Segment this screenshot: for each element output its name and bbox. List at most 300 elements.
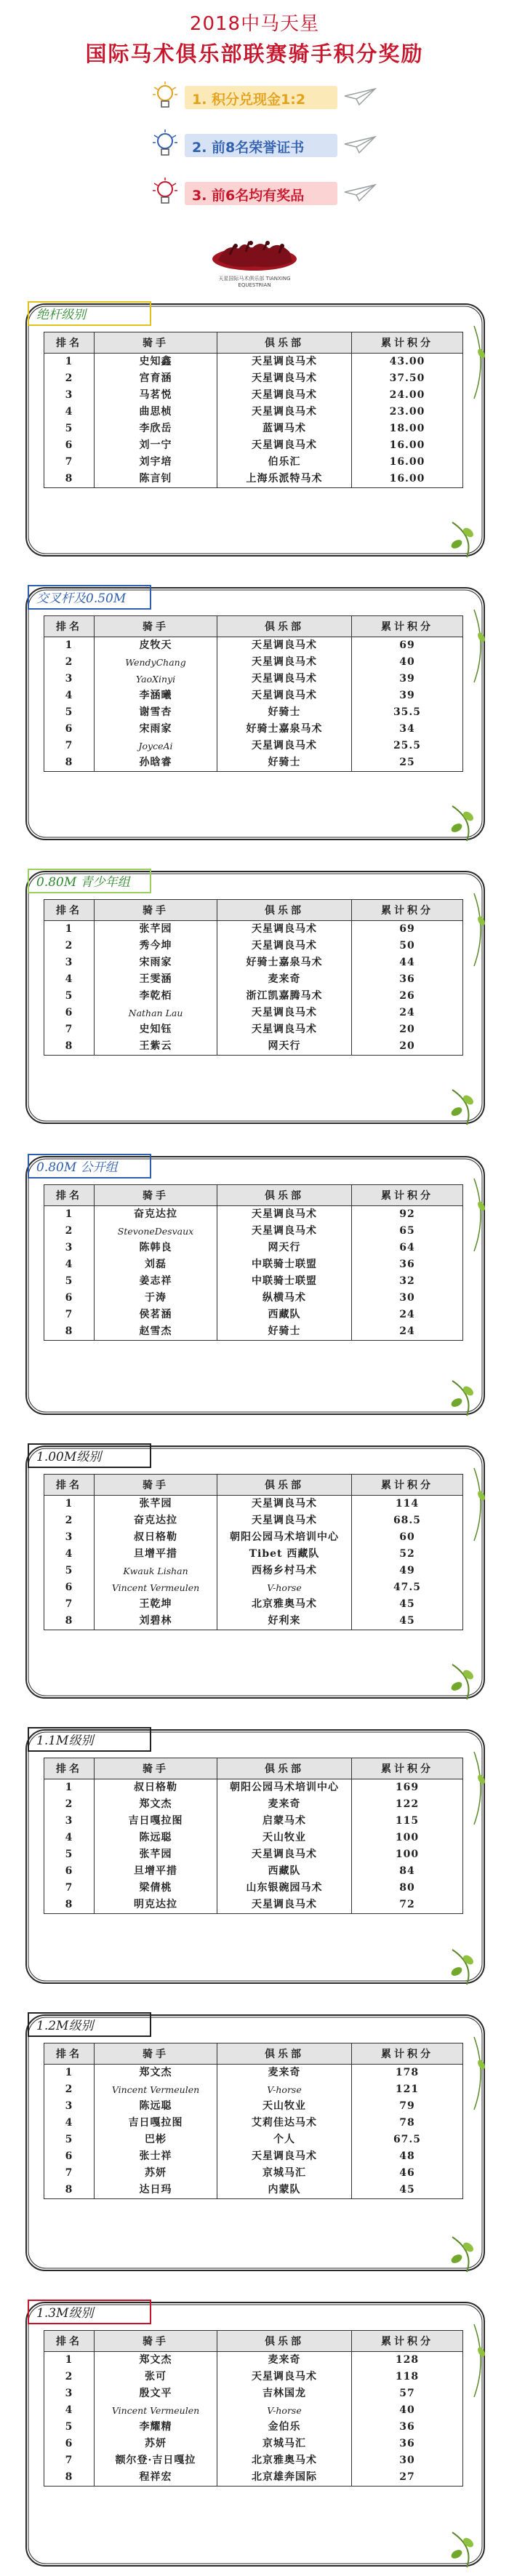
- cell-rider: 史知鑫: [95, 354, 217, 371]
- table-row: [44, 437, 463, 454]
- cell-points: 100: [352, 1846, 463, 1863]
- column-header-club: 俱乐部: [217, 332, 352, 354]
- cell-rank: 5: [44, 2419, 95, 2436]
- table-row: [44, 687, 463, 704]
- cell-club: 北京雄奔国际: [217, 2469, 352, 2487]
- cell-rank: 3: [44, 1240, 95, 1256]
- cell-points: 24.00: [352, 387, 463, 404]
- cell-rank: 1: [44, 637, 95, 655]
- cell-club: 纵横马术: [217, 1290, 352, 1307]
- cell-points: 45: [352, 1596, 463, 1613]
- table-header-row: [44, 900, 463, 921]
- cell-rank: 6: [44, 1290, 95, 1307]
- cell-points: 30: [352, 2452, 463, 2469]
- cell-rank: 3: [44, 387, 95, 404]
- cell-club: 天星调良马术: [217, 1206, 352, 1224]
- leaf-icon: [450, 538, 464, 551]
- cell-rank: 6: [44, 437, 95, 454]
- cell-rider: 张可: [95, 2369, 217, 2385]
- cell-rider: 李乾栢: [95, 988, 217, 1005]
- table-row: [44, 2182, 463, 2199]
- cell-points: 45: [352, 2182, 463, 2199]
- table-row: [44, 1813, 463, 1830]
- cell-club: 好骑士嘉泉马术: [217, 721, 352, 738]
- column-header-club: 俱乐部: [217, 1185, 352, 1206]
- table-row: [44, 971, 463, 988]
- cell-rank: 4: [44, 1546, 95, 1563]
- cell-rank: 7: [44, 2452, 95, 2469]
- table-row: [44, 404, 463, 420]
- cell-points: 25.5: [352, 738, 463, 754]
- cell-points: 32: [352, 1273, 463, 1290]
- table-row: [44, 1863, 463, 1880]
- table-row: [44, 1256, 463, 1273]
- cell-rider: 吉日嘎拉图: [95, 2115, 217, 2132]
- cell-points: 80: [352, 1880, 463, 1897]
- table-row: [44, 1290, 463, 1307]
- cell-points: 18.00: [352, 420, 463, 437]
- cell-rider: 陈远聪: [95, 2098, 217, 2115]
- table-row: [44, 1038, 463, 1056]
- table-row: [44, 1273, 463, 1290]
- column-header-rider: 骑手: [95, 1185, 217, 1206]
- cell-rank: 7: [44, 1307, 95, 1323]
- cell-points: 122: [352, 1796, 463, 1813]
- cell-club: 西藏队: [217, 1863, 352, 1880]
- cell-club: 天星调良马术: [217, 1846, 352, 1863]
- cell-rider: 梁倩桃: [95, 1880, 217, 1897]
- ranking-section: [16, 864, 494, 1133]
- cell-rider: 程祥宏: [95, 2469, 217, 2487]
- table-row: [44, 921, 463, 938]
- cell-points: 57: [352, 2385, 463, 2402]
- cell-rank: 6: [44, 1863, 95, 1880]
- main-title: 国际马术俱乐部联赛骑手积分奖励: [85, 41, 424, 66]
- cell-rank: 2: [44, 1512, 95, 1529]
- cell-rank: 4: [44, 687, 95, 704]
- cell-points: 78: [352, 2115, 463, 2132]
- cell-club: 中联骑士联盟: [217, 1273, 352, 1290]
- column-header-rider: 骑手: [95, 2043, 217, 2065]
- table-row: [44, 2419, 463, 2436]
- cell-points: 34: [352, 721, 463, 738]
- table-row: [44, 1323, 463, 1341]
- table-row: [44, 2098, 463, 2115]
- cell-rank: 8: [44, 1613, 95, 1630]
- year-title: 2018中马天星: [189, 13, 320, 35]
- cell-rider: 皮牧天: [95, 637, 217, 655]
- cell-points: 100: [352, 1830, 463, 1846]
- ranking-table: [44, 2330, 463, 2487]
- cell-rider: Kwauk Lishan: [95, 1563, 217, 1579]
- section-title: 0.80M 青少年组: [28, 869, 151, 893]
- cell-club: 天星调良马术: [217, 354, 352, 371]
- page-header: [0, 0, 509, 291]
- leaf-icon: [450, 822, 464, 834]
- cell-rider: 史知钰: [95, 1021, 217, 1038]
- cell-rank: 1: [44, 2352, 95, 2369]
- ranking-section: [16, 581, 494, 850]
- table-row: [44, 1880, 463, 1897]
- cell-rank: 3: [44, 2098, 95, 2115]
- benefit-item: [153, 129, 371, 162]
- cell-rank: 3: [44, 671, 95, 687]
- cell-club: 天星调良马术: [217, 738, 352, 754]
- table-row: [44, 704, 463, 721]
- cell-club: 天星调良马术: [217, 1897, 352, 1914]
- table-row: [44, 354, 463, 371]
- cell-points: 27: [352, 2469, 463, 2487]
- cell-points: 64: [352, 1240, 463, 1256]
- cell-rider: 李欣岳: [95, 420, 217, 437]
- cell-rank: 6: [44, 1579, 95, 1596]
- cell-club: 天星调良马术: [217, 1021, 352, 1038]
- cell-rank: 2: [44, 654, 95, 671]
- column-header-rank: 排名: [44, 900, 95, 921]
- cell-rank: 7: [44, 454, 95, 471]
- cell-points: 24: [352, 1005, 463, 1021]
- table-row: [44, 1897, 463, 1914]
- cell-rider: 奋克达拉: [95, 1512, 217, 1529]
- cell-points: 72: [352, 1897, 463, 1914]
- column-header-points: 累计积分: [352, 1758, 463, 1779]
- table-row: [44, 1529, 463, 1546]
- cell-points: 36: [352, 971, 463, 988]
- cell-points: 40: [352, 654, 463, 671]
- cell-rank: 7: [44, 1596, 95, 1613]
- leaf-icon: [450, 1397, 464, 1409]
- cell-points: 65: [352, 1223, 463, 1240]
- cell-rank: 7: [44, 1021, 95, 1038]
- cell-points: 39: [352, 671, 463, 687]
- cell-club: 网天行: [217, 1038, 352, 1056]
- cell-club: 天星调良马术: [217, 404, 352, 420]
- table-row: [44, 454, 463, 471]
- cell-club: 启蒙马术: [217, 1813, 352, 1830]
- cell-rider: 旦增平措: [95, 1546, 217, 1563]
- cell-club: 麦来奇: [217, 971, 352, 988]
- cell-points: 43.00: [352, 354, 463, 371]
- cell-rider: 王乾坤: [95, 1596, 217, 1613]
- table-row: [44, 1579, 463, 1596]
- cell-points: 84: [352, 1863, 463, 1880]
- cell-club: 京城马汇: [217, 2436, 352, 2452]
- cell-rank: 1: [44, 354, 95, 371]
- table-row: [44, 2452, 463, 2469]
- cell-points: 69: [352, 637, 463, 655]
- cell-points: 60: [352, 1529, 463, 1546]
- cell-rank: 7: [44, 738, 95, 754]
- cell-points: 39: [352, 687, 463, 704]
- cell-club: 个人: [217, 2132, 352, 2148]
- leaf-icon: [450, 1680, 464, 1693]
- cell-rank: 1: [44, 1496, 95, 1513]
- cell-rider: Vincent Vermeulen: [95, 2402, 217, 2419]
- cell-points: 25: [352, 754, 463, 772]
- cell-points: 69: [352, 921, 463, 938]
- cell-club: 天星调良马术: [217, 938, 352, 954]
- cell-points: 24: [352, 1307, 463, 1323]
- column-header-points: 累计积分: [352, 2043, 463, 2065]
- benefit-item: [153, 81, 371, 113]
- horses-logo-icon: [204, 233, 305, 276]
- cell-club: 蓝调马术: [217, 420, 352, 437]
- cell-rank: 8: [44, 2469, 95, 2487]
- column-header-club: 俱乐部: [217, 1758, 352, 1779]
- table-header-row: [44, 1185, 463, 1206]
- cell-points: 45: [352, 1613, 463, 1630]
- leaf-icon: [450, 2253, 464, 2265]
- cell-points: 36: [352, 2436, 463, 2452]
- cell-rank: 4: [44, 2402, 95, 2419]
- table-header-row: [44, 616, 463, 637]
- table-row: [44, 1846, 463, 1863]
- cell-points: 49: [352, 1563, 463, 1579]
- cell-rider: 郑文杰: [95, 2065, 217, 2082]
- section-title: 1.1M级别: [28, 1727, 151, 1752]
- cell-club: 内蒙队: [217, 2182, 352, 2199]
- cell-rider: 谢雪杏: [95, 704, 217, 721]
- column-header-rider: 骑手: [95, 1758, 217, 1779]
- cell-rider: 李涵曦: [95, 687, 217, 704]
- cell-rider: 奋克达拉: [95, 1206, 217, 1224]
- cell-club: 吉林国龙: [217, 2385, 352, 2402]
- cell-rank: 4: [44, 1256, 95, 1273]
- cell-points: 121: [352, 2081, 463, 2098]
- column-header-points: 累计积分: [352, 1185, 463, 1206]
- column-header-club: 俱乐部: [217, 2043, 352, 2065]
- table-row: [44, 1307, 463, 1323]
- cell-rank: 6: [44, 2436, 95, 2452]
- table-row: [44, 637, 463, 655]
- cell-club: 天星调良马术: [217, 370, 352, 387]
- column-header-club: 俱乐部: [217, 1475, 352, 1496]
- table-row: [44, 654, 463, 671]
- cell-rank: 1: [44, 1206, 95, 1224]
- cell-points: 115: [352, 1813, 463, 1830]
- cell-points: 48: [352, 2148, 463, 2165]
- column-header-rank: 排名: [44, 1475, 95, 1496]
- cell-club: 北京雅奥马术: [217, 2452, 352, 2469]
- cell-rank: 2: [44, 2081, 95, 2098]
- cell-points: 36: [352, 1256, 463, 1273]
- leaf-icon: [450, 1966, 464, 1978]
- table-row: [44, 1496, 463, 1513]
- table-row: [44, 1005, 463, 1021]
- cell-rank: 7: [44, 1880, 95, 1897]
- ranking-table: [44, 1184, 463, 1341]
- table-row: [44, 2385, 463, 2402]
- cell-rider: 侯茗涵: [95, 1307, 217, 1323]
- column-header-rider: 骑手: [95, 616, 217, 637]
- table-row: [44, 2369, 463, 2385]
- ranking-section: [16, 2008, 494, 2281]
- table-row: [44, 954, 463, 971]
- cell-rank: 8: [44, 1897, 95, 1914]
- table-row: [44, 2081, 463, 2098]
- table-row: [44, 2352, 463, 2369]
- cell-club: 网天行: [217, 1240, 352, 1256]
- table-row: [44, 2402, 463, 2419]
- ranking-section: [16, 1439, 494, 1708]
- cell-rank: 3: [44, 954, 95, 971]
- section-title: 1.2M级别: [28, 2012, 151, 2037]
- cell-points: 50: [352, 938, 463, 954]
- cell-club: 西藏队: [217, 1307, 352, 1323]
- cell-rank: 5: [44, 2132, 95, 2148]
- cell-rider: 刘宇培: [95, 454, 217, 471]
- column-header-points: 累计积分: [352, 332, 463, 354]
- cell-rank: 5: [44, 704, 95, 721]
- cell-points: 46: [352, 2165, 463, 2182]
- cell-points: 30: [352, 1290, 463, 1307]
- cell-rider: 张芊园: [95, 1846, 217, 1863]
- cell-club: 天星调良马术: [217, 1512, 352, 1529]
- cell-rider: 刘碧林: [95, 1613, 217, 1630]
- column-header-points: 累计积分: [352, 2331, 463, 2352]
- cell-rank: 2: [44, 1223, 95, 1240]
- cell-points: 92: [352, 1206, 463, 1224]
- cell-points: 36: [352, 2419, 463, 2436]
- table-row: [44, 988, 463, 1005]
- cell-points: 37.50: [352, 370, 463, 387]
- section-title: 1.3M级别: [28, 2300, 151, 2324]
- cell-club: 好骑士: [217, 754, 352, 772]
- cell-rank: 2: [44, 370, 95, 387]
- cell-rider: 殷文平: [95, 2385, 217, 2402]
- cell-club: 西杨乡村马术: [217, 1563, 352, 1579]
- leaf-icon: [450, 1106, 464, 1118]
- cell-club: 京城马汇: [217, 2165, 352, 2182]
- cell-rider: Vincent Vermeulen: [95, 1579, 217, 1596]
- cell-rider: Vincent Vermeulen: [95, 2081, 217, 2098]
- cell-rank: 1: [44, 2065, 95, 2082]
- cell-rider: 旦增平措: [95, 1863, 217, 1880]
- column-header-rider: 骑手: [95, 2331, 217, 2352]
- ranking-table: [44, 1474, 463, 1630]
- cell-rank: 7: [44, 2165, 95, 2182]
- cell-points: 128: [352, 2352, 463, 2369]
- cell-points: 24: [352, 1323, 463, 1341]
- cell-rider: 刘一宁: [95, 437, 217, 454]
- table-row: [44, 1546, 463, 1563]
- lightbulb-icon: [153, 178, 177, 210]
- cell-rider: 明克达拉: [95, 1897, 217, 1914]
- cell-rider: 曲思桢: [95, 404, 217, 420]
- cell-club: 中联骑士联盟: [217, 1256, 352, 1273]
- cell-points: 20: [352, 1021, 463, 1038]
- cell-club: Tibet 西藏队: [217, 1546, 352, 1563]
- paper-plane-icon: [343, 134, 377, 156]
- cell-points: 169: [352, 1779, 463, 1797]
- column-header-rank: 排名: [44, 332, 95, 354]
- cell-club: 天星调良马术: [217, 654, 352, 671]
- cell-club: 天星调良马术: [217, 687, 352, 704]
- cell-rank: 8: [44, 2182, 95, 2199]
- ranking-table: [44, 899, 463, 1056]
- cell-rider: 宋雨家: [95, 721, 217, 738]
- cell-club: V-horse: [217, 2081, 352, 2098]
- table-row: [44, 738, 463, 754]
- cell-club: 伯乐汇: [217, 454, 352, 471]
- table-row: [44, 1596, 463, 1613]
- ranking-section: [16, 1149, 494, 1424]
- column-header-rank: 排名: [44, 1758, 95, 1779]
- cell-rider: 叔日格勒: [95, 1529, 217, 1546]
- cell-points: 16.00: [352, 471, 463, 488]
- cell-club: 朝阳公园马术培训中心: [217, 1529, 352, 1546]
- cell-points: 16.00: [352, 437, 463, 454]
- table-row: [44, 938, 463, 954]
- cell-points: 79: [352, 2098, 463, 2115]
- cell-rank: 1: [44, 921, 95, 938]
- cell-points: 20: [352, 1038, 463, 1056]
- cell-rider: 郑文杰: [95, 1796, 217, 1813]
- ranking-table: [44, 1758, 463, 1914]
- cell-club: 天星调良马术: [217, 1223, 352, 1240]
- table-row: [44, 1223, 463, 1240]
- benefit-text: 3. 前6名均有奖品: [192, 188, 305, 204]
- lightbulb-icon: [153, 81, 177, 113]
- cell-rank: 3: [44, 2385, 95, 2402]
- column-header-points: 累计积分: [352, 900, 463, 921]
- cell-rank: 4: [44, 2115, 95, 2132]
- table-header-row: [44, 1475, 463, 1496]
- column-header-points: 累计积分: [352, 1475, 463, 1496]
- cell-rider: 张芊园: [95, 1496, 217, 1513]
- cell-rider: 郑文杰: [95, 2352, 217, 2369]
- cell-rank: 5: [44, 1846, 95, 1863]
- cell-points: 44: [352, 954, 463, 971]
- table-row: [44, 1240, 463, 1256]
- cell-points: 118: [352, 2369, 463, 2385]
- cell-rider: 苏妍: [95, 2165, 217, 2182]
- cell-rank: 2: [44, 2369, 95, 2385]
- cell-club: 天山牧业: [217, 2098, 352, 2115]
- cell-rank: 5: [44, 420, 95, 437]
- column-header-rider: 骑手: [95, 900, 217, 921]
- cell-rank: 3: [44, 1813, 95, 1830]
- cell-club: 艾莉佳达马术: [217, 2115, 352, 2132]
- cell-points: 40: [352, 2402, 463, 2419]
- cell-rank: 8: [44, 754, 95, 772]
- cell-club: 麦来奇: [217, 1796, 352, 1813]
- cell-club: 天山牧业: [217, 1830, 352, 1846]
- cell-points: 23.00: [352, 404, 463, 420]
- table-row: [44, 2148, 463, 2165]
- cell-club: 上海乐派特马术: [217, 471, 352, 488]
- table-row: [44, 2065, 463, 2082]
- cell-points: 68.5: [352, 1512, 463, 1529]
- cell-rank: 4: [44, 971, 95, 988]
- cell-rider: 苏妍: [95, 2436, 217, 2452]
- column-header-rank: 排名: [44, 2331, 95, 2352]
- cell-points: 114: [352, 1496, 463, 1513]
- cell-rider: StevoneDesvaux: [95, 1223, 217, 1240]
- cell-club: 麦来奇: [217, 2065, 352, 2082]
- table-row: [44, 387, 463, 404]
- cell-club: 天星调良马术: [217, 2148, 352, 2165]
- column-header-rank: 排名: [44, 1185, 95, 1206]
- table-row: [44, 1779, 463, 1797]
- cell-rider: Nathan Lau: [95, 1005, 217, 1021]
- table-row: [44, 420, 463, 437]
- column-header-club: 俱乐部: [217, 2331, 352, 2352]
- cell-club: 金伯乐: [217, 2419, 352, 2436]
- cell-rank: 6: [44, 2148, 95, 2165]
- cell-points: 26: [352, 988, 463, 1005]
- cell-rider: 达日玛: [95, 2182, 217, 2199]
